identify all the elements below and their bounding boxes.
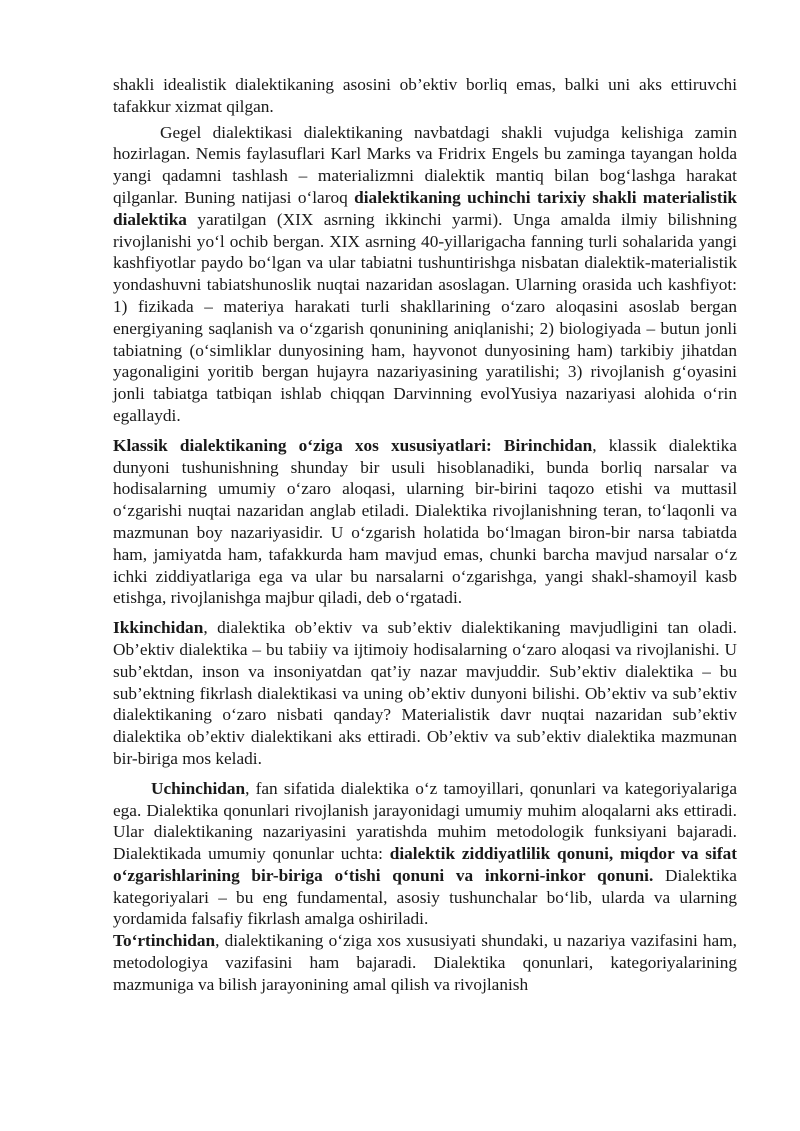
bold-term: dialektikaning uchinchi tarixiy shakli materialistik dialektika (113, 187, 737, 229)
paragraph-text: , klassik dialektika dunyoni tushunishning shunday bir usuli hisoblanadiki, bunda borliq narsalar va hodisalarning umumiy o‘zaro aloqasi, ularning bir-birini taqozo etishi va muttasil o‘zgarishi nuqtai nazaridan anglab etiladi. Dialektika rivojlanishning teran, to‘laqonli va mazmunan boy nazariyasidir. U o‘zgarish holatida bo‘lmagan biron-bir narsa tabiatda ham, jamiyatda ham, tafakkurda ham mavjud emas, chunki barcha mavjud narsalar o‘z ichki ziddiyatlariga ega va ular bu narsalarni o‘zgarishga, yangi shakl-shamoyil kasb etishga, rivojlanishga majbur qiladi, deb o‘rgatadi. (113, 435, 737, 608)
paragraph-fourth-feature (113, 930, 737, 995)
paragraph-hegel-dialectics (113, 122, 737, 427)
document-page (113, 74, 737, 996)
bold-heading: To‘rtinchidan (113, 931, 216, 951)
paragraph-text: , fan sifatida dialektika o‘z tamoyillari, qonunlari va kategoriyalariga ega. Dialektika qonunlari rivojlanish jarayonidagi umumiy muhim aloqalarni aks ettiradi. Ular dialektikaning nazariyasini yaratishda muhim metodologik funksiyani bajaradi. Dialektikada umumiy qonunlar uchta: (113, 778, 737, 864)
paragraph-text: , dialektikaning o‘ziga xos xususiyati shundaki, u nazariya vazifasini ham, metodologiya vazifasini ham bajaradi. Dialektika qonunlari, kategoriyalarining mazmuniga va bilish jarayonining amal qilish va rivojlanish (113, 931, 737, 994)
paragraph-continuation (113, 74, 737, 118)
paragraph-text: , dialektika ob’ektiv va sub’ektiv dialektikaning mavjudligini tan oladi. Ob’ektiv dialektika – bu tabiiy va ijtimoiy hodisalarning o‘zaro aloqasi va rivojlanishi. U sub’ektdan, inson va insoniyatdan qat’iy nazar mavjuddir. Sub’ektiv dialektika – bu sub’ektning fikrlash dialektikasi va uning ob’ektiv dunyoni bilishi. Ob’ektiv va sub’ektiv dialektikaning o‘zaro nisbati qanday? Materialistik davr nuqtai nazaridan sub’ektiv dialektika ob’ektiv dialektikani aks ettiradi. Ob’ektiv va sub’ektiv dialektika mazmunan bir-biriga mos keladi. (113, 618, 737, 768)
paragraph-text: yaratilgan (XIX asrning ikkinchi yarmi). Unga amalda ilmiy bilishning rivojlanishi yo‘l ochib bergan. XIX asrning 40-yillarigacha fanning turli sohalarida yangi kashfiyotlar paydo bo‘lgan va ular tabiatni tushuntirishga nisbatan dialektik-materialistik yondashuvni tabiatshunoslik nuqtai nazaridan asoslagan. Ularning orasida uch kashfiyot: 1) fizikada – materiya harakati turli shakllarining o‘zaro aloqasini asoslab bergan energiyaning saqlanish va o‘zgarish qonunining aniqlanishi; 2) biologiyada – butun jonli tabiatning (o‘simliklar dunyosining ham, hayvonot dunyosining ham) tarkibiy jihatdan yagonaligini yoritib bergan hujayra nazariyasining yaratilishi; 3) rivojlanish g‘oyasini jonli tabiatga tatbiqan ishlab chiqqan Darvinning evolYusiya nazariyasi alohida o‘rin egallaydi. (113, 209, 737, 425)
paragraph-first-feature (113, 435, 737, 609)
bold-heading: Ikkinchidan (113, 618, 204, 638)
paragraph-second-feature (113, 617, 737, 770)
paragraph-text: Dialektika kategoriyalari – bu eng fundamental, asosiy tushunchalar bo‘lib, ularda va ularning yordamida falsafiy fikrlash amalga oshiriladi. (113, 865, 737, 929)
paragraph-text: shakli idealistik dialektikaning asosini ob’ektiv borliq emas, balki uni aks ettiruvchi tafakkur xizmat qilgan. (113, 75, 737, 116)
bold-term: dialektik ziddiyatlilik qonuni, miqdor va sifat o‘zgarishlarining bir-biriga o‘tishi qonuni va inkorni-inkor qonuni. (113, 844, 737, 885)
paragraph-text: Gegel dialektikasi dialektikaning navbatdagi shakli vujudga kelishiga zamin hozirlagan. Nemis faylasuflari Karl Marks va Fridrix Engels bu zaminga tayangan holda yangi qadamni tashlash – materializmni dialektik mantiq bilan bog‘lashga harakat qilganlar. Buning natijasi o‘laroq (113, 122, 737, 207)
bold-heading: Uchinchidan (151, 778, 246, 798)
bold-heading: Klassik dialektikaning o‘ziga xos xususiyatlari: Birinchidan (113, 435, 593, 455)
paragraph-third-feature (113, 778, 737, 931)
